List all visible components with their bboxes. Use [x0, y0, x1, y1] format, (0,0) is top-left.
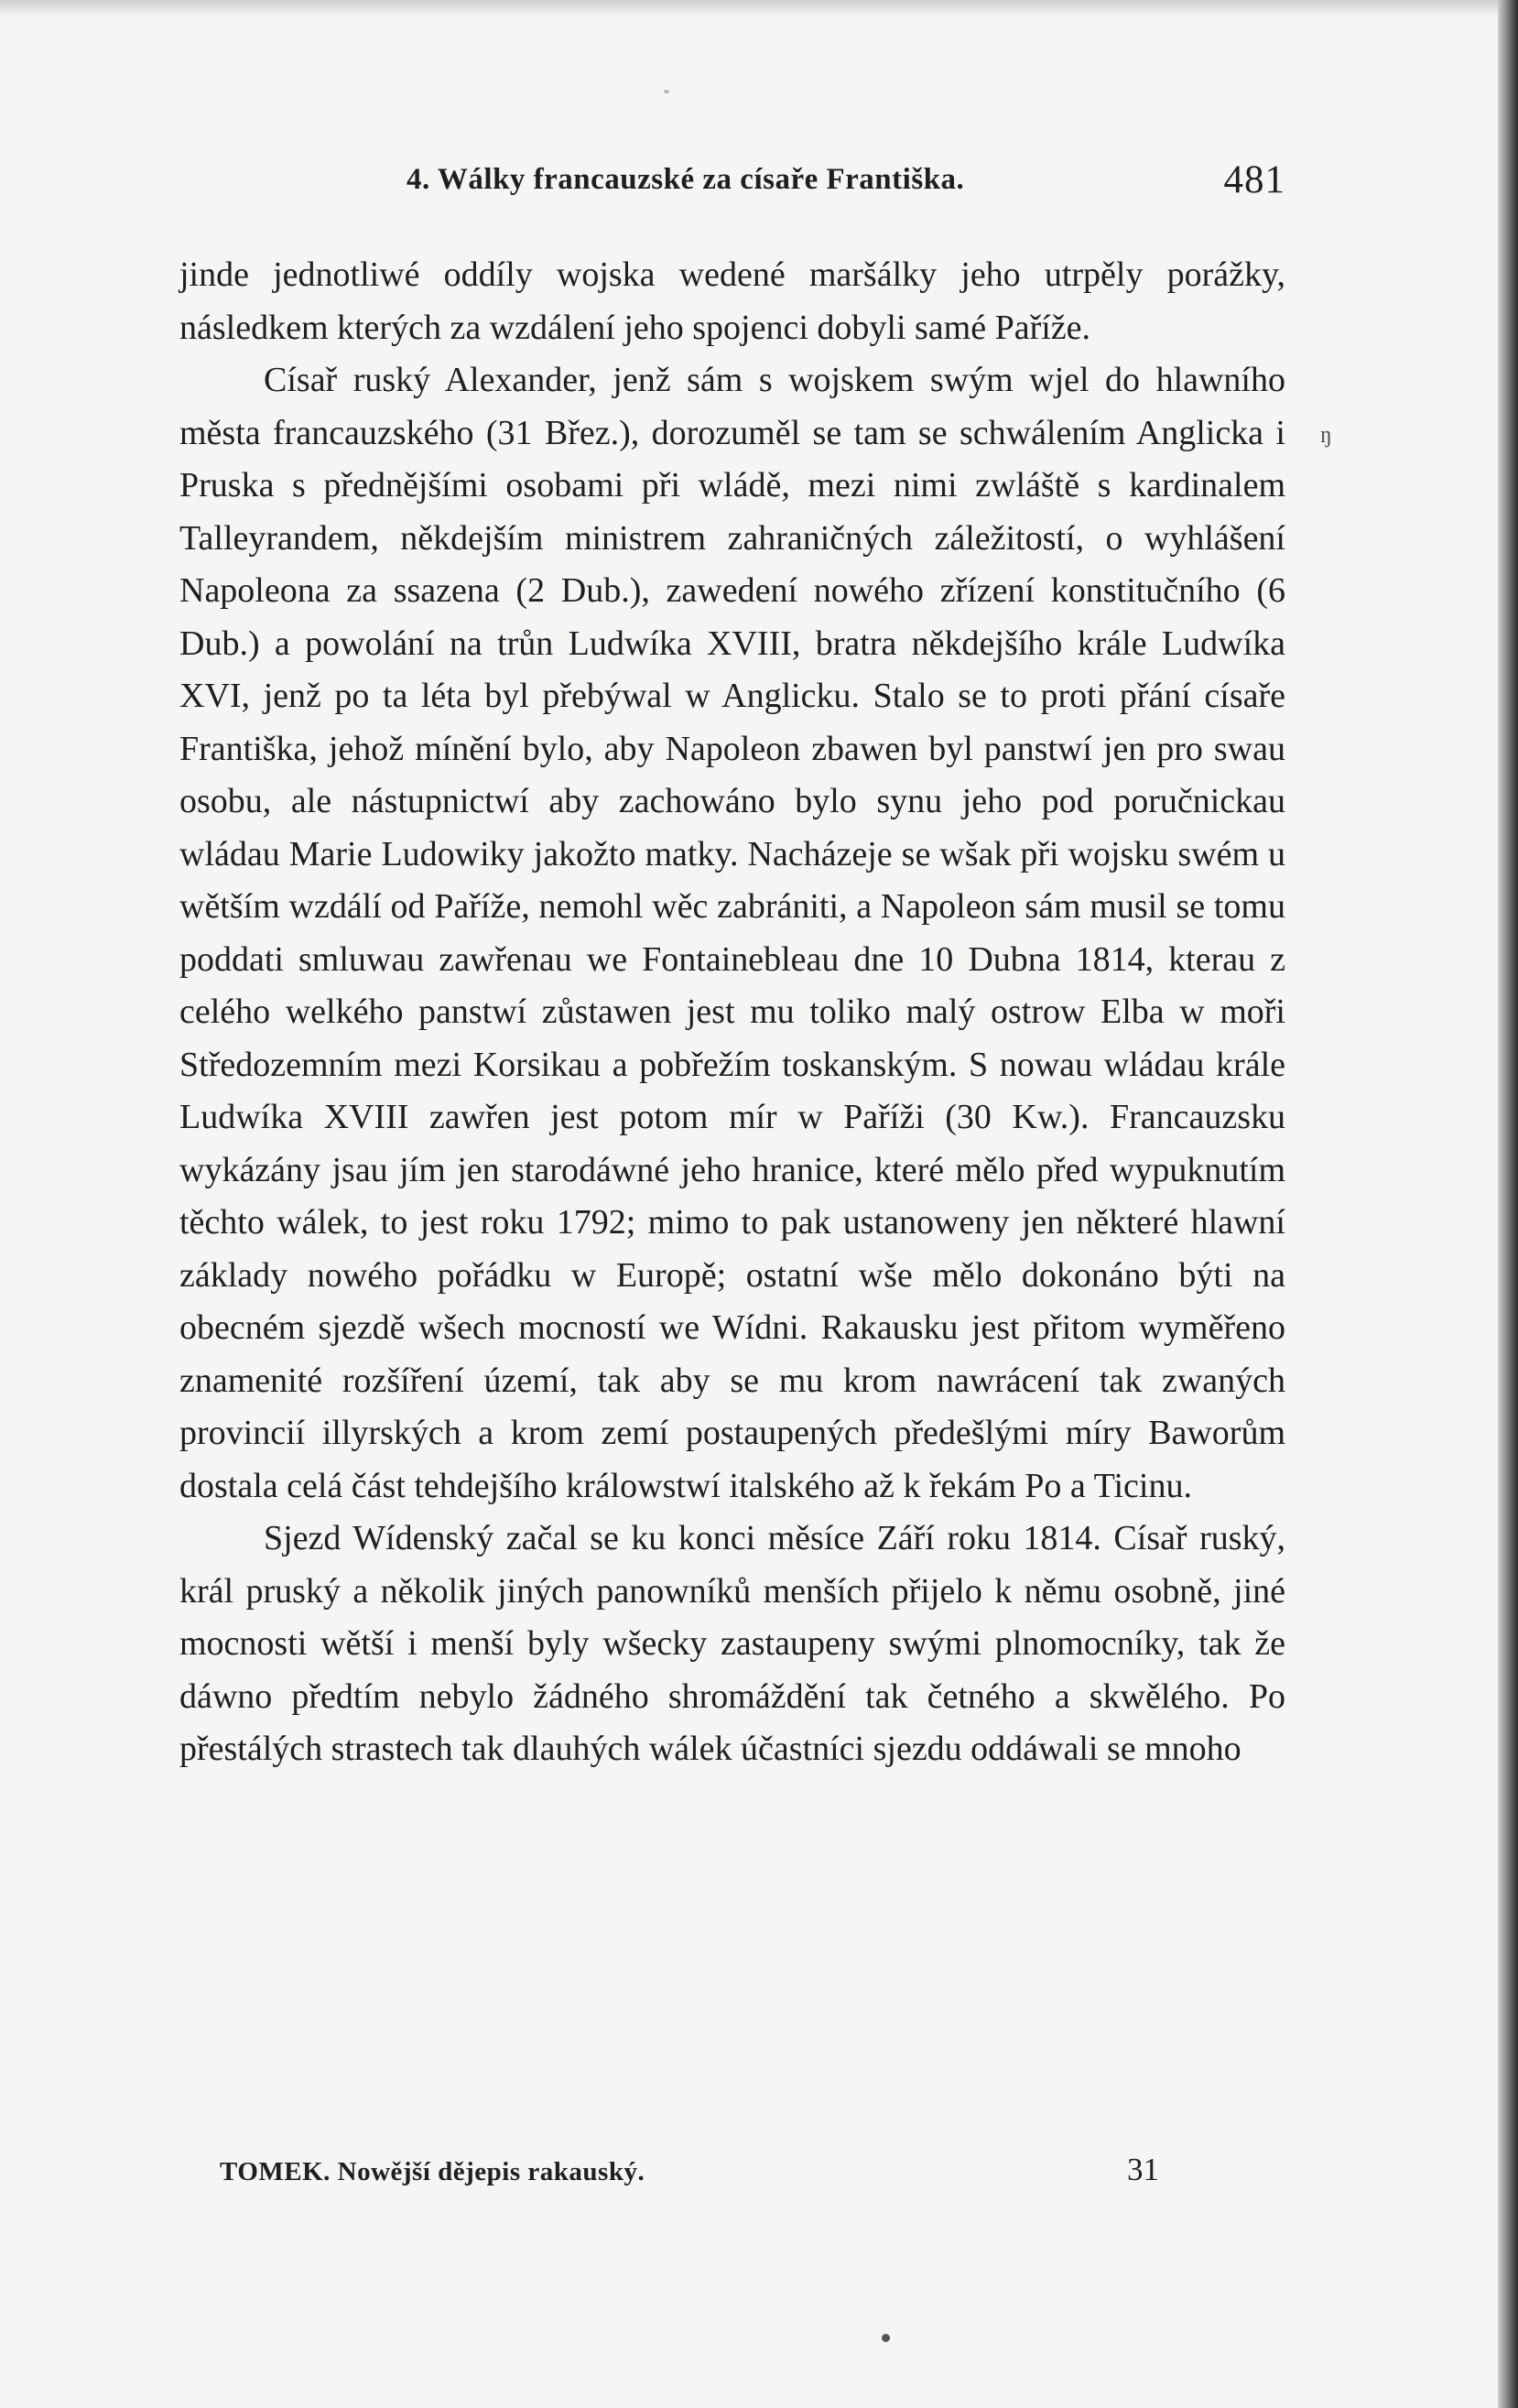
page-footer: [220, 2152, 1190, 2196]
signature-mark: 31: [1127, 2152, 1159, 2187]
running-title: 4. Wálky francauzské za císaře Františka.: [407, 163, 965, 196]
ink-speck: [882, 2334, 890, 2342]
body-text: [179, 249, 1285, 1776]
paragraph-2: Císař ruský Alexander, jenž sám s wojskem swým wjel do hlawního města francauzského (31 Břez.), dorozuměl se tam se schwálením Anglicka i Pruska s přednějšími osobami při wládě, mezi nimi zwláště s kardinalem Talleyrandem, někdejším ministrem zahraničných záležitostí, o wyhlášení Napoleona za ssazena (2 Dub.), zawedení nowého zřízení konstitučního (6 Dub.) a powolání na trůn Ludwíka XVIII, bratra někdejšího krále Ludwíka XVI, jenž po ta léta byl přebýwal w Anglicku. Stalo se to proti přání císaře Františka, jehož mínění bylo, aby Napoleon zbawen byl panstwí jen pro swau osobu, ale nástupnictwí aby zachowáno bylo synu jeho pod poručnickau wládau Marie Ludowiky jakožto matky. Nacházeje se wšak při wojsku swém u wětším wzdálí od Paříže, nemohl wěc zabrániti, a Napoleon sám musil se tomu poddati smluwau zawřenau we Fontainebleau dne 10 Dubna 1814, kterau z celého welkého panstwí zůstawen jest mu toliko malý ostrow Elba w moři Středozemním mezi Korsikau a pobřežím toskanským. S nowau wládau krále Ludwíka XVIII zawřen jest potom mír w Paříži (30 Kw.). Francauzsku wykázány jsau jím jen starodáwné jeho hranice, které mělo před wypuknutím těchto wálek, to jest roku 1792; mimo to pak ustanoweny jen některé hlawní základy nowého pořádku w Europě; ostatní wše mělo dokonáno býti na obecném sjezdě wšech mocností we Wídni. Rakausku jest přitom wyměřeno znamenité rozšíření území, tak aby se mu krom nawrácení tak zwaných provincií illyrských a krom zemí postaupených předešlými míry Baworům dostala celá část tehdejšího králowstwí italského až k řekám Po a Ticinu.: [179, 361, 1285, 1505]
scan-top-shadow: [0, 0, 1498, 16]
scan-right-edge: [1498, 0, 1518, 2408]
page-header: [179, 154, 1285, 212]
page-number: 481: [1223, 158, 1285, 201]
margin-mark: ŋ: [1320, 421, 1332, 448]
paragraph-3: Sjezd Wídenský začal se ku konci měsíce Září roku 1814. Císař ruský, král pruský a několik jiných panowníků menších přijelo k němu osobně, jiné mocnosti wětší i menší byly wšecky zastaupeny swými plnomocníky, tak že dáwno předtím nebylo žádného shromáždění tak četného a skwělého. Po přestálých strastech tak dlauhých wálek účastníci sjezdu oddáwali se mnoho: [179, 1519, 1285, 1768]
ink-speck: [664, 90, 669, 93]
footer-book-title: TOMEK. Nowější dějepis rakauský.: [220, 2157, 645, 2186]
paragraph-1: jinde jednotliwé oddíly wojska wedené maršálky jeho utrpěly porážky, následkem kterých za wzdálení jeho spojenci dobyli samé Paříže.: [179, 255, 1285, 347]
